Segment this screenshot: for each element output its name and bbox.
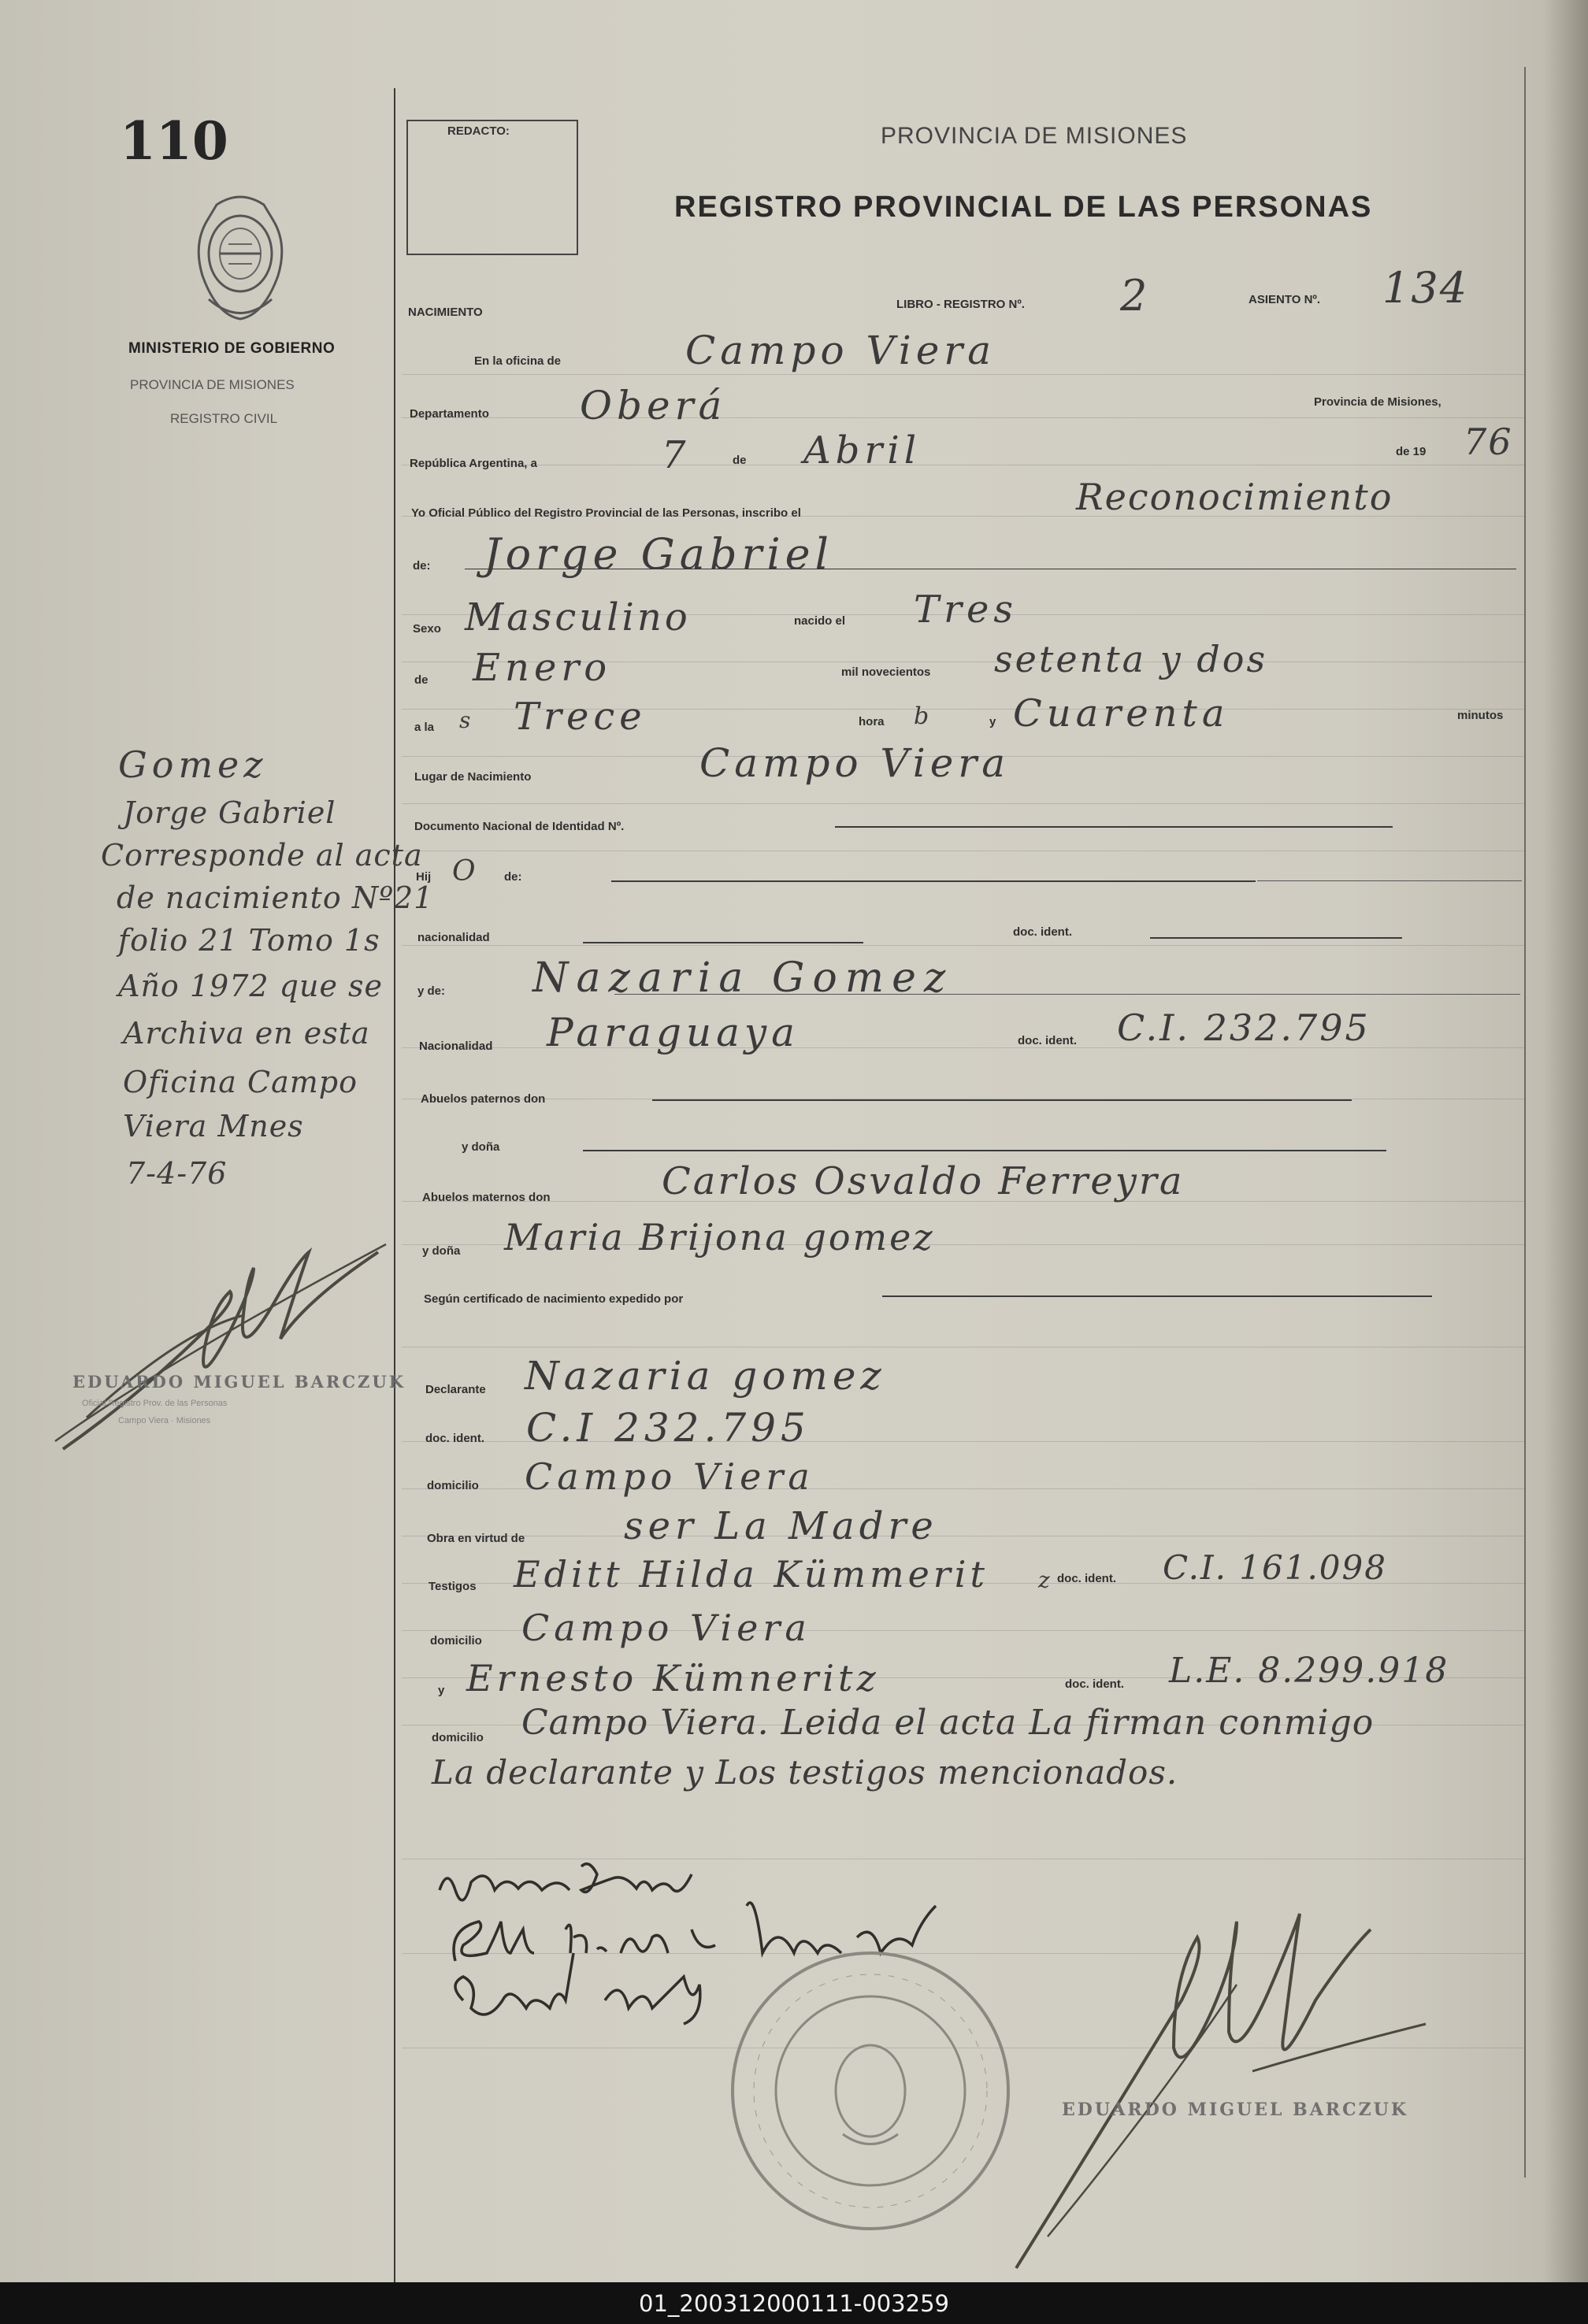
margin-note-line: Oficina Campo — [123, 1065, 358, 1099]
label-domicilio-testigo2: domicilio — [432, 1731, 484, 1744]
value-obra-en-virtud: ser La Madre — [624, 1504, 938, 1548]
closing-line-2: La declarante y Los testigos mencionados. — [432, 1753, 1178, 1792]
value-dia: 7 — [662, 433, 691, 477]
value-doc-testigo2: L.E. 8.299.918 — [1169, 1651, 1449, 1691]
label-doc-ident-testigo1: doc. ident. — [1057, 1572, 1116, 1585]
header-province: PROVINCIA DE MISIONES — [881, 123, 1188, 149]
label-nacionalidad-madre: Nacionalidad — [419, 1040, 493, 1053]
official-signature-left — [47, 1236, 394, 1457]
label-nacionalidad-padre: nacionalidad — [417, 931, 490, 944]
label-de-nombre: de: — [413, 559, 431, 573]
value-doc-testigo1: C.I. 161.098 — [1163, 1548, 1387, 1587]
abuelos-paternos-line — [652, 1099, 1352, 1101]
value-asiento: 134 — [1382, 263, 1469, 313]
label-nacimiento: NACIMIENTO — [408, 306, 483, 319]
label-de: de — [733, 454, 747, 467]
label-de-padre: de: — [504, 870, 522, 884]
ruled-line — [402, 803, 1524, 804]
value-tipo-acto: Reconocimiento — [1076, 476, 1393, 518]
value-minutos: Cuarenta — [1013, 691, 1230, 736]
value-domicilio-testigo1: Campo Viera — [521, 1607, 811, 1649]
value-sexo: Masculino — [465, 595, 691, 639]
label-sexo: Sexo — [413, 622, 441, 636]
ruled-line — [402, 945, 1524, 946]
margin-note-line: folio 21 Tomo 1s — [118, 923, 380, 958]
hij-de-line-faint — [1257, 880, 1522, 881]
label-lugar-nacimiento: Lugar de Nacimiento — [414, 770, 532, 784]
label-documento-nacional: Documento Nacional de Identidad Nº. — [414, 820, 625, 833]
ministry-province: PROVINCIA DE MISIONES — [130, 377, 295, 392]
margin-note-line: Viera Mnes — [123, 1109, 304, 1143]
margin-note-line: Gomez — [118, 743, 268, 786]
official-signature-bottom — [1000, 1906, 1441, 2276]
certificado-line — [882, 1295, 1432, 1297]
left-stamp-name: EDUARDO MIGUEL BARCZUK — [72, 1372, 406, 1392]
label-domicilio-declarante: domicilio — [427, 1479, 479, 1492]
label-de-19: de 19 — [1396, 445, 1427, 458]
value-hora-sufijo: b — [914, 702, 929, 730]
value-mes: Abril — [803, 428, 922, 473]
redacto-label: REDACTO: — [447, 124, 510, 138]
value-hora: Trece — [514, 695, 647, 739]
nacionalidad-padre-line — [583, 942, 863, 943]
margin-rule — [394, 88, 395, 2282]
label-segun-certificado: Según certificado de nacimiento expedido por — [424, 1292, 684, 1306]
page-number: 110 — [120, 110, 228, 172]
value-madre: Nazaria Gomez — [532, 954, 954, 1002]
margin-note-line: 7-4-76 — [126, 1156, 228, 1191]
ruled-line — [402, 417, 1524, 418]
label-republica: República Argentina, a — [410, 457, 537, 470]
label-doc-ident-padre: doc. ident. — [1013, 925, 1072, 939]
label-abuelos-maternos: Abuelos maternos don — [422, 1191, 551, 1204]
margin-note-line: Jorge Gabriel — [123, 795, 336, 830]
label-y-dona-paterna: y doña — [462, 1140, 500, 1154]
label-obra-en-virtud: Obra en virtud de — [427, 1532, 525, 1545]
doc-ident-padre-line — [1150, 937, 1402, 939]
margin-note-line: Archiva en esta — [123, 1016, 370, 1051]
registry-seal-icon — [725, 1945, 1016, 2237]
label-en-la-oficina: En la oficina de — [474, 354, 562, 368]
value-testigo1: Editt Hilda Kümmerit — [514, 1553, 989, 1596]
value-abuela-materna: Maria Brijona gomez — [504, 1216, 935, 1258]
value-abuelo-materno: Carlos Osvaldo Ferreyra — [662, 1159, 1185, 1203]
abuela-paterna-line — [583, 1150, 1386, 1151]
right-rule — [1524, 67, 1526, 2178]
label-minutos: minutos — [1457, 709, 1504, 722]
label-y: y — [989, 715, 996, 728]
label-domicilio-testigo1: domicilio — [430, 1634, 482, 1648]
header-title: REGISTRO PROVINCIAL DE LAS PERSONAS — [674, 191, 1373, 224]
ruled-line — [402, 374, 1524, 375]
label-a-la: a la — [414, 721, 435, 734]
value-testigo1-suffix: z — [1038, 1567, 1050, 1593]
margin-note-line: Corresponde al acta — [101, 838, 423, 873]
left-stamp-line1: Oficial Registro Prov. de las Personas — [82, 1399, 228, 1408]
label-doc-ident-madre: doc. ident. — [1018, 1034, 1077, 1047]
margin-note-line: de nacimiento Nº21 — [117, 880, 434, 915]
value-testigo2: Ernesto Kümneritz — [466, 1657, 880, 1699]
label-de-mes: de — [414, 673, 429, 687]
label-provincia-misiones: Provincia de Misiones, — [1314, 395, 1441, 409]
label-libro-registro: LIBRO - REGISTRO Nº. — [896, 298, 1025, 311]
label-yo-oficial: Yo Oficial Público del Registro Provincial de las Personas, inscribo el — [411, 506, 801, 520]
label-abuelos-paternos: Abuelos paternos don — [421, 1092, 546, 1106]
label-hij: Hij — [416, 870, 432, 884]
value-mes-nac: Enero — [473, 646, 612, 690]
label-nacido-el: nacido el — [794, 614, 846, 628]
value-doc-madre: C.I. 232.795 — [1117, 1006, 1371, 1049]
margin-note-line: Año 1972 que se — [118, 969, 384, 1003]
value-nacionalidad-madre: Paraguaya — [547, 1010, 800, 1055]
label-y-testigo2: y — [438, 1684, 445, 1697]
value-hij-suffix: O — [452, 855, 476, 888]
ministry-name: MINISTERIO DE GOBIERNO — [128, 340, 336, 357]
label-hora: hora — [859, 715, 885, 728]
label-departamento: Departamento — [410, 407, 489, 421]
left-stamp-line2: Campo Viera · Misiones — [118, 1416, 211, 1425]
value-lugar-nacimiento: Campo Viera — [699, 740, 1011, 786]
value-hora-letra: s — [459, 707, 471, 733]
hij-de-line — [611, 880, 1256, 882]
label-y-de: y de: — [417, 984, 446, 998]
label-declarante: Declarante — [425, 1383, 486, 1396]
page-edge-shadow — [1544, 0, 1588, 2282]
ministry-registry: REGISTRO CIVIL — [170, 411, 278, 426]
label-doc-ident-declarante: doc. ident. — [425, 1432, 484, 1445]
value-declarante: Nazaria gomez — [525, 1353, 886, 1399]
value-domicilio-declarante: Campo Viera — [525, 1455, 814, 1498]
value-doc-declarante: C.I 232.795 — [526, 1405, 811, 1451]
value-nombre: Jorge Gabriel — [484, 529, 833, 579]
value-nacido-el: Tres — [914, 587, 1018, 632]
bottom-stamp-name: EDUARDO MIGUEL BARCZUK — [1062, 2100, 1408, 2120]
value-departamento: Oberá — [580, 383, 727, 428]
value-anio-nac: setenta y dos — [994, 638, 1268, 680]
value-oficina: Campo Viera — [685, 328, 996, 373]
value-libro-registro: 2 — [1120, 271, 1152, 321]
label-testigos: Testigos — [429, 1580, 477, 1593]
closing-line-1: Campo Viera. Leida el acta La firman conmigo — [521, 1703, 1375, 1743]
label-asiento: ASIENTO Nº. — [1249, 293, 1321, 306]
label-doc-ident-testigo2: doc. ident. — [1065, 1677, 1124, 1691]
footer-caption-bar — [0, 2282, 1588, 2324]
footer-caption: 01_200312000111-003259 — [639, 2290, 949, 2317]
value-anio: 76 — [1464, 421, 1513, 463]
doc-nacional-line — [835, 826, 1393, 828]
label-mil-novecientos: mil novecientos — [841, 665, 931, 679]
redacto-box — [406, 120, 578, 255]
coat-of-arms-icon — [185, 189, 295, 323]
label-y-dona-materna: y doña — [422, 1244, 461, 1258]
